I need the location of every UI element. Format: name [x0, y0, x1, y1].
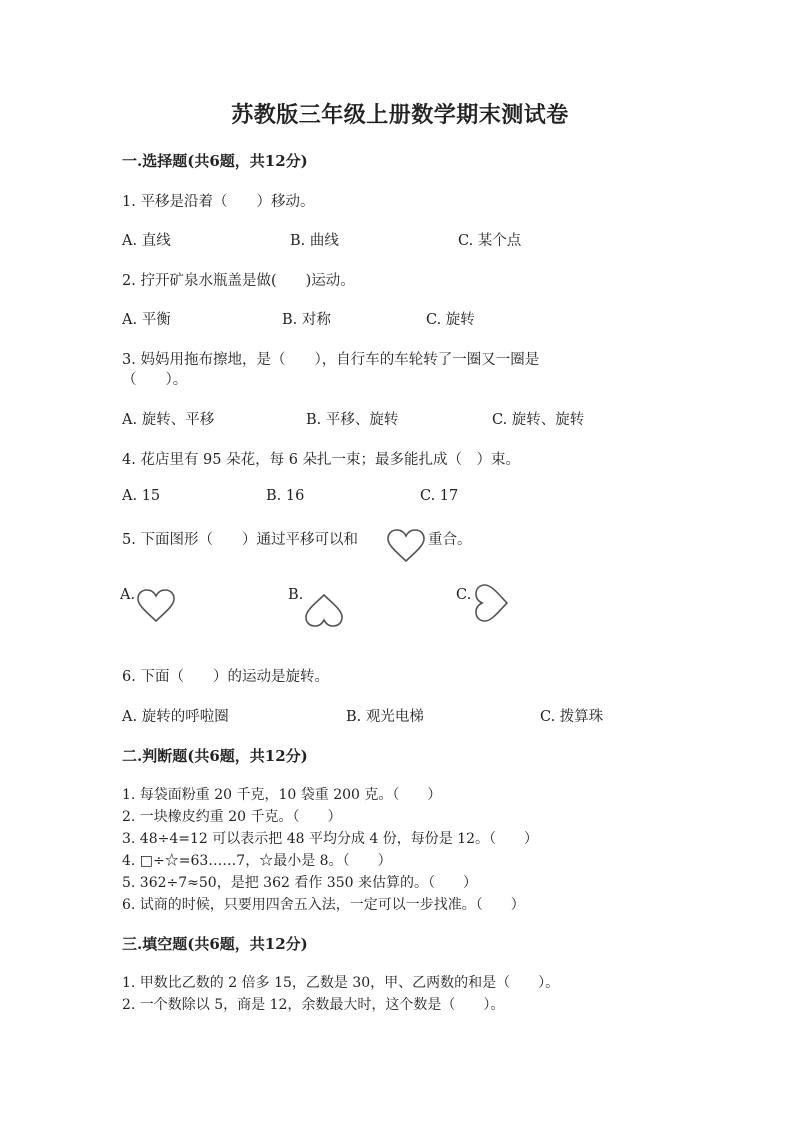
question-2-option-b[interactable]: B. 对称: [282, 312, 331, 328]
question-6-option-c[interactable]: C. 拨算珠: [540, 709, 604, 725]
heart-shape-reference-icon: [386, 528, 426, 564]
question-5-option-c[interactable]: C.: [456, 587, 472, 603]
fill-blank-item-2: 2. 一个数除以 5，商是 12，余数最大时，这个数是（ ）。: [122, 997, 505, 1013]
question-5-stem: 5. 下面图形（ ）通过平移可以和: [122, 532, 358, 548]
question-4-option-a[interactable]: A. 15: [122, 488, 161, 504]
question-1-stem: 1. 平移是沿着（ ）移动。: [122, 194, 315, 210]
section-heading-fill-blank: 三.填空题(共6题，共12分): [122, 935, 308, 953]
judgement-item-2: 2. 一块橡皮约重 20 千克。（ ）: [122, 809, 342, 825]
judgement-item-3: 3. 48÷4=12 可以表示把 48 平均分成 4 份，每份是 12。（ ）: [122, 831, 539, 847]
question-3-option-a[interactable]: A. 旋转、平移: [122, 412, 215, 428]
section-heading-choice: 一.选择题(共6题，共12分): [122, 152, 308, 170]
question-4-stem: 4. 花店里有 95 朵花，每 6 朵扎一束；最多能扎成（ ）束。: [122, 452, 521, 468]
question-1-option-a[interactable]: A. 直线: [122, 233, 171, 249]
question-4-option-c[interactable]: C. 17: [420, 488, 459, 504]
question-5-stem-end: 重合。: [428, 532, 472, 548]
heart-shape-option-a-icon: [136, 588, 176, 624]
question-2-option-c[interactable]: C. 旋转: [426, 312, 475, 328]
question-5-option-b[interactable]: B.: [288, 587, 304, 603]
judgement-item-6: 6. 试商的时候，只要用四舍五入法，一定可以一步找准。（ ）: [122, 897, 525, 913]
section-heading-judgement: 二.判断题(共6题，共12分): [122, 747, 308, 765]
heart-shape-option-c-icon: [472, 583, 512, 623]
question-3-stem-line1: 3. 妈妈用拖布擦地，是（ ），自行车的车轮转了一圈又一圈是: [122, 352, 540, 368]
document-title: 苏教版三年级上册数学期末测试卷: [231, 102, 569, 128]
question-1-option-c[interactable]: C. 某个点: [458, 233, 522, 249]
fill-blank-item-1: 1. 甲数比乙数的 2 倍多 15，乙数是 30，甲、乙两数的和是（ ）。: [122, 975, 560, 991]
judgement-item-5: 5. 362÷7≈50，是把 362 看作 350 来估算的。（ ）: [122, 875, 477, 891]
question-6-option-a[interactable]: A. 旋转的呼啦圈: [122, 709, 229, 725]
heart-shape-option-b-icon: [304, 592, 344, 628]
judgement-item-4: 4. □÷☆=63……7，☆最小是 8。（ ）: [122, 853, 392, 869]
question-3-option-b[interactable]: B. 平移、旋转: [306, 412, 399, 428]
question-5-option-a[interactable]: A.: [120, 587, 136, 603]
question-2-stem: 2. 拧开矿泉水瓶盖是做( )运动。: [122, 273, 355, 289]
question-6-option-b[interactable]: B. 观光电梯: [346, 709, 424, 725]
question-1-option-b[interactable]: B. 曲线: [290, 233, 339, 249]
question-2-option-a[interactable]: A. 平衡: [122, 312, 171, 328]
judgement-item-1: 1. 每袋面粉重 20 千克，10 袋重 200 克。（ ）: [122, 787, 442, 803]
question-6-stem: 6. 下面（ ）的运动是旋转。: [122, 669, 329, 685]
question-3-option-c[interactable]: C. 旋转、旋转: [492, 412, 585, 428]
question-4-option-b[interactable]: B. 16: [266, 488, 305, 504]
question-3-stem-line2: （ ）。: [122, 372, 188, 388]
